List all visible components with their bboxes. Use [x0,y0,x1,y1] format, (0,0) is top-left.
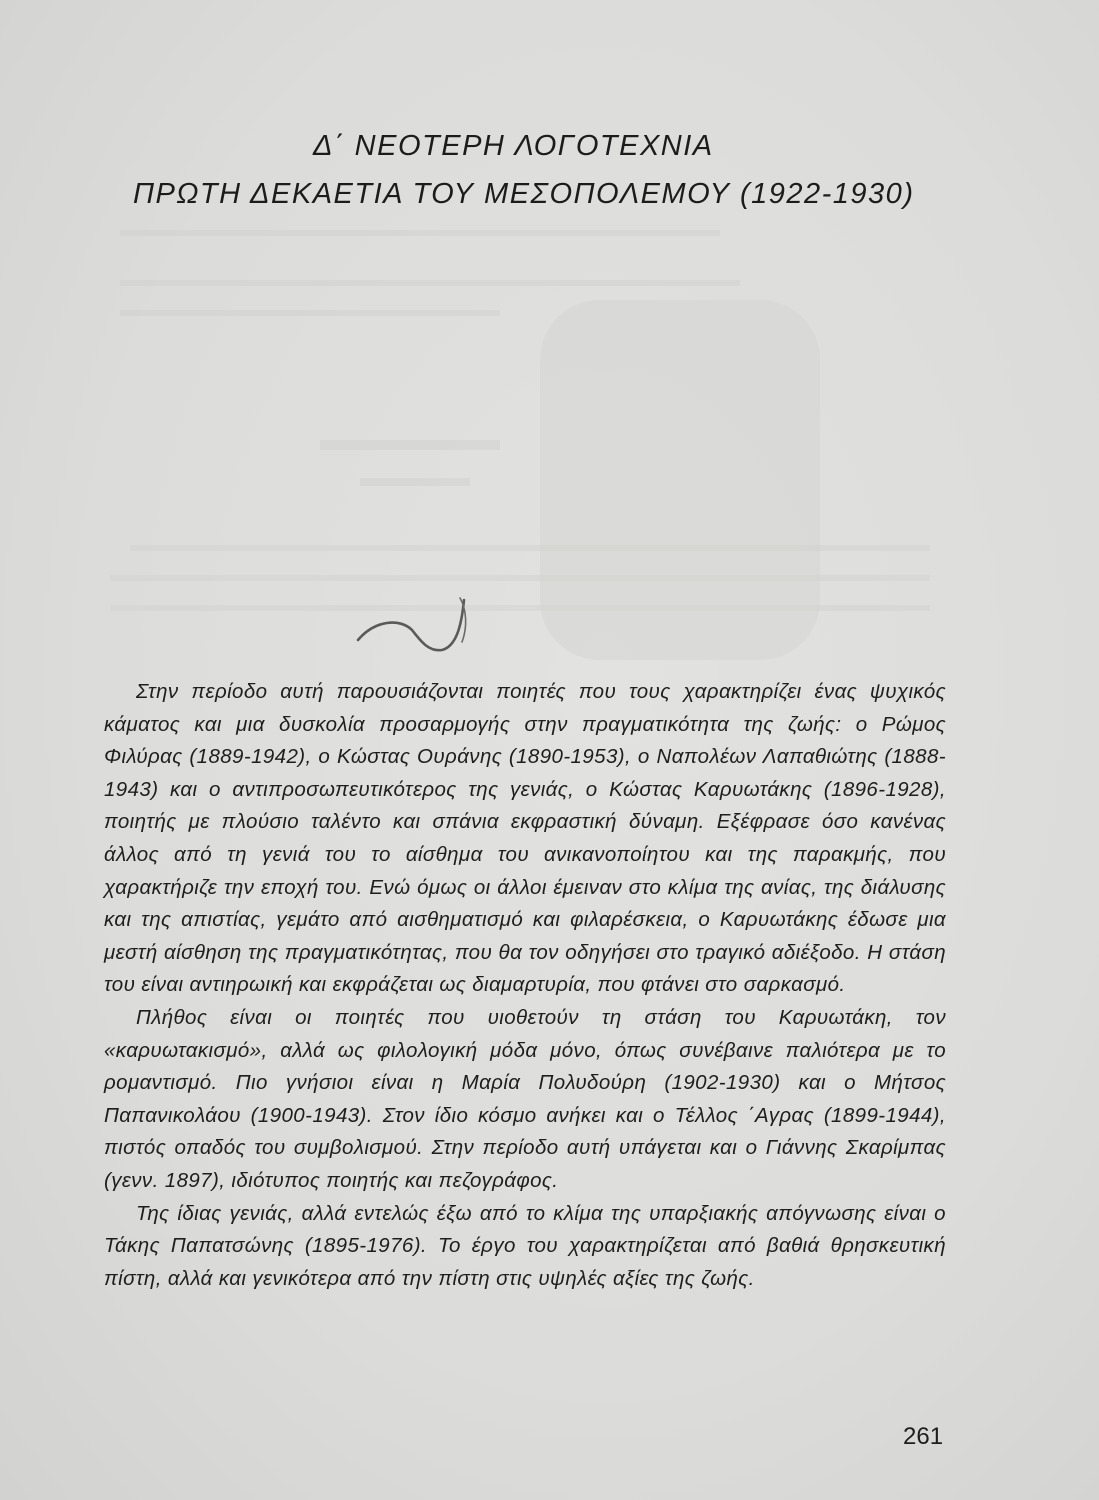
chapter-heading: Δ΄ ΝΕΟΤΕΡΗ ΛΟΓΟΤΕΧΝΙΑ [313,130,714,162]
paragraph: Της ίδιας γενιάς, αλλά εντελώς έξω από το κλίμα της υπαρξιακής απόγνωσης είναι ο Τάκης Παπατσώνης (1895-1976). Το έργο του χαρακτηρίζεται από βαθιά θρησκευτική πίστη, αλλά και γενικότερα από την πίστη στις υψηλές αξίες της ζωής. [104,1201,946,1290]
paragraph: Στην περίοδο αυτή παρουσιάζονται ποιητές που τους χαρακτηρίζει ένας ψυχικός κάματος και μια δυσκολία προσαρμογής στην πραγματικότητα της ζωής: ο Ρώμος Φιλύρας (1889-1942), ο Κώστας Ουράνης (1890-1953), ο Ναπολέων Λαπαθιώτης (1888-1943) και ο αντιπροσωπευτικότερος της γενιάς, ο Κώστας Καρυωτάκης (1896-1928), ποιητής με πλούσιο ταλέντο και σπάνια εκφραστική δύναμη. Εξέφρασε όσο κανένας άλλος από τη γενιά του το αίσθημα του ανικανοποίητου και της παρακμής, που χαρακτήριζε την εποχή του. Ενώ όμως οι άλλοι έμειναν στο κλίμα της ανίας, της διάλυσης και της απιστίας, γεμάτο από αισθηματισμό και φιλαρέσκεια, ο Καρυωτάκης έδωσε μια μεστή αίσθηση της πραγματικότητας, που θα τον οδηγήσει στο τραγικό αδιέξοδο. Η στάση του είναι αντιηρωική και εκφράζεται ως διαμαρτυρία, που φτάνει στο σαρκασμό. [104,680,946,997]
chapter-subheading: ΠΡΩΤΗ ΔΕΚΑΕΤΙΑ ΤΟΥ ΜΕΣΟΠΟΛΕΜΟΥ (1922-1930) [133,178,915,210]
page-number: 261 [903,1423,944,1450]
body-text [104,676,946,1295]
paragraph: Πλήθος είναι οι ποιητές που υιοθετούν τη στάση του Καρυωτάκη, τον «καρυωτακισμό», αλλά ως φιλολογική μόδα μόνο, όπως συνέβαινε παλιότερα με το ρομαντισμό. Πιο γνήσιοι είναι η Μαρία Πολυδούρη (1902-1930) και ο Μήτσος Παπανικολάου (1900-1943). Στον ίδιο κόσμο ανήκει και ο Τέλλος ΄Αγρας (1899-1944), πιστός οπαδός του συμβολισμού. Στην περίοδο αυτή υπάγεται και ο Γιάννης Σκαρίμπας (γενν. 1897), ιδιότυπος ποιητής και πεζογράφος. [104,1005,946,1192]
pencil-scribble-mark [350,590,490,670]
